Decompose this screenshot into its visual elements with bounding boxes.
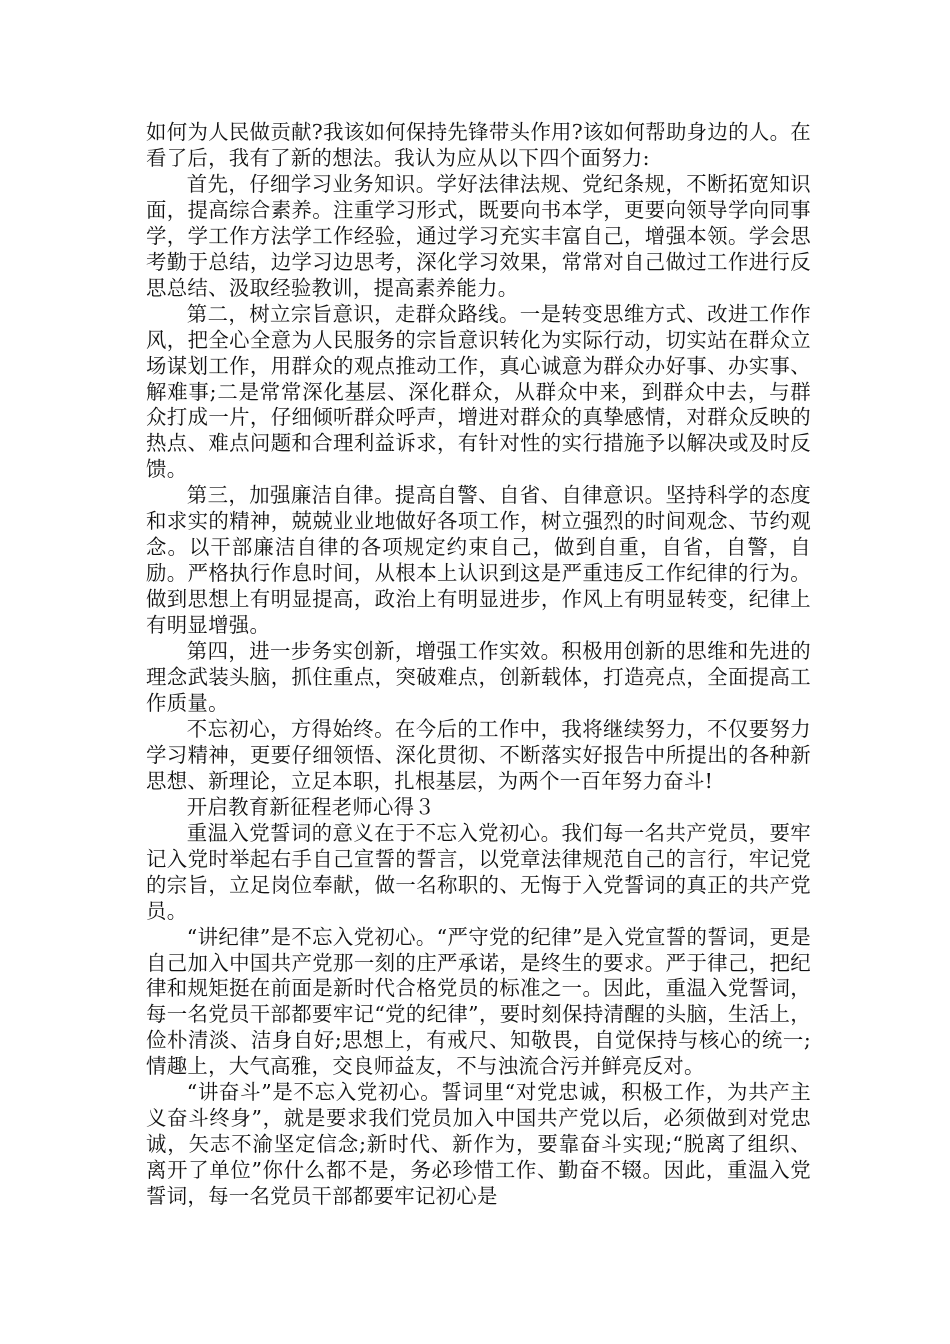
paragraph-oath-meaning: 重温入党誓词的意义在于不忘入党初心。我们每一名共产党员，要牢记入党时举起右手自己宣誓的誓言，以党章法律规范自己的言行，牢记党的宗旨，立足岗位奉献，做一名称职的、无悔于入党誓词的真正的共产党员。 (146, 820, 811, 923)
paragraph-intro: 如何为人民做贡献?我该如何保持先锋带头作用?该如何帮助身边的人。在看了后，我有了新的想法。我认为应从以下四个面努力: (146, 120, 811, 170)
paragraph-conclusion: 不忘初心，方得始终。在今后的工作中，我将继续努力，不仅要努力学习精神，更要仔细领悟、深化贯彻、不断落实好报告中所提出的各种新思想、新理论，立足本职，扎根基层，为两个一百年努力奋斗! (146, 716, 811, 793)
paragraph-second-point: 第二，树立宗旨意识，走群众路线。一是转变思维方式、改进工作作风，把全心全意为人民服务的宗旨意识转化为实际行动，切实站在群众立场谋划工作，用群众的观点推动工作，真心诚意为群众办好事、办实事、解难事;二是常常深化基层、深化群众，从群众中来，到群众中去，与群众打成一片，仔细倾听群众呼声，增进对群众的真挚感情，对群众反映的热点、难点问题和合理利益诉求，有针对性的实行措施予以解决或及时反馈。 (146, 301, 811, 482)
paragraph-third-point: 第三，加强廉洁自律。提高自警、自省、自律意识。坚持科学的态度和求实的精神，兢兢业业地做好各项工作，树立强烈的时间观念、节约观念。以干部廉洁自律的各项规定约束自己，做到自重，自省，自警，自励。严格执行作息时间，从根本上认识到这是严重违反工作纪律的行为。做到思想上有明显提高，政治上有明显进步，作风上有明显转变，纪律上有明显增强。 (146, 483, 811, 638)
paragraph-fourth-point: 第四，进一步务实创新，增强工作实效。积极用创新的思维和先进的理念武装头脑，抓住重点，突破难点，创新载体，打造亮点，全面提高工作质量。 (146, 639, 811, 715)
paragraph-struggle: “讲奋斗”是不忘入党初心。誓词里“对党忠诚，积极工作，为共产主义奋斗终身”，就是要求我们党员加入中国共产党以后，必须做到对党忠诚，矢志不渝坚定信念;新时代、新作为，要靠奋斗实现;“脱离了组织、离开了单位”你什么都不是，务必珍惜工作、勤奋不辍。因此，重温入党誓词，每一名党员干部都要牢记初心是 (146, 1080, 811, 1209)
paragraph-first-point: 首先，仔细学习业务知识。学好法律法规、党纪条规，不断拓宽知识面，提高综合素养。注重学习形式，既要向书本学，更要向领导学向同事学，学工作方法学工作经验，通过学习充实丰富自己，增强本领。学会思考勤于总结，边学习边思考，深化学习效果，常常对自己做过工作进行反思总结、汲取经验教训，提高素养能力。 (146, 171, 811, 300)
section-heading: 开启教育新征程老师心得３ (186, 794, 436, 819)
document-body (146, 120, 811, 1210)
paragraph-discipline: “讲纪律”是不忘入党初心。“严守党的纪律”是入党宣誓的誓词，更是自己加入中国共产党那一刻的庄严承诺，是终生的要求。严于律己，把纪律和规矩挺在前面是新时代合格党员的标准之一。因此，重温入党誓词，每一名党员干部都要牢记“党的纪律”，要时刻保持清醒的头脑，生活上，俭朴清淡、洁身自好;思想上，有戒尺、知敬畏，自觉保持与核心的统一;情趣上，大气高雅，交良师益友，不与浊流合污并鲜亮反对。 (146, 924, 811, 1079)
